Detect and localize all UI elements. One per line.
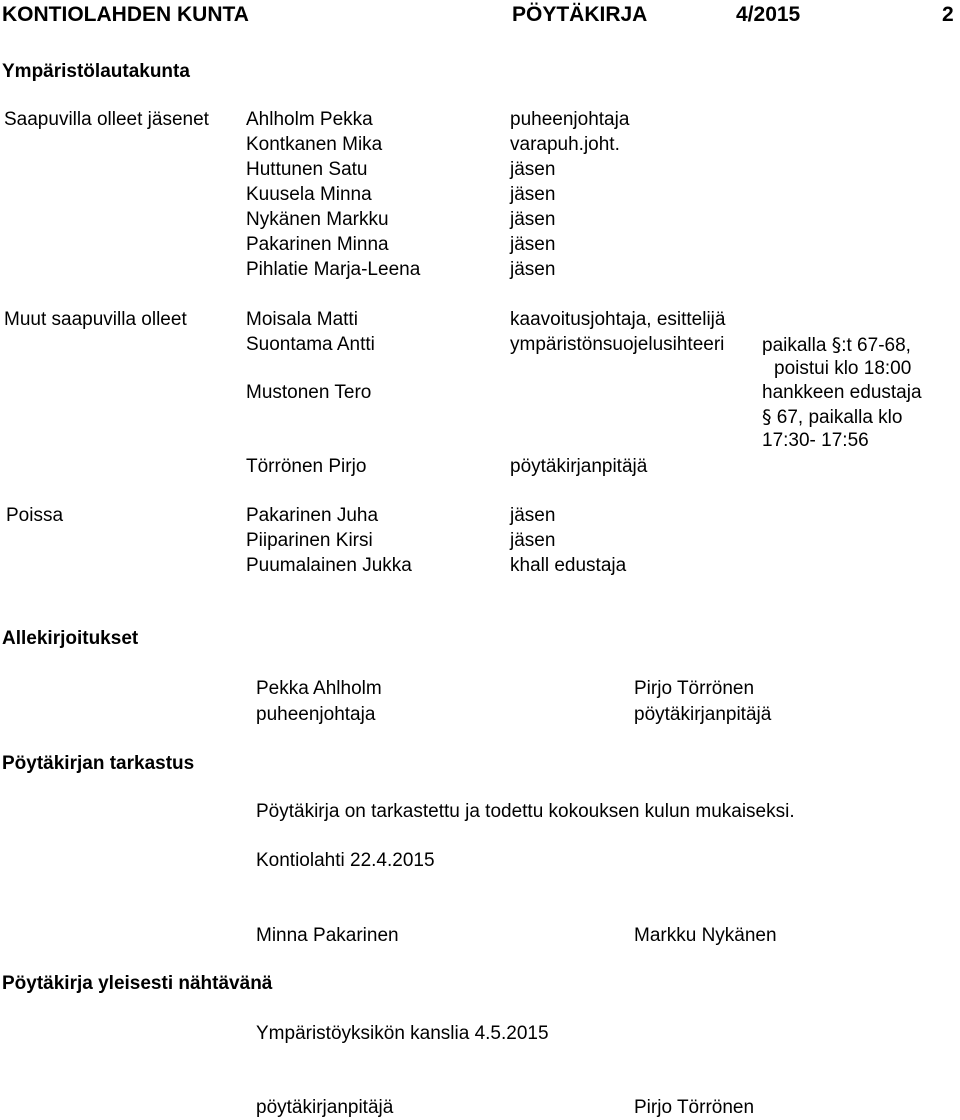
- committee-name: Ympäristölautakunta: [2, 61, 190, 82]
- organization-name: KONTIOLAHDEN KUNTA: [2, 3, 249, 26]
- member-name: Nykänen Markku: [246, 209, 389, 230]
- signatures-label: Allekirjoitukset: [2, 628, 139, 649]
- reviewer-name: Markku Nykänen: [634, 925, 777, 946]
- attendee-name: Suontama Antti: [246, 334, 375, 355]
- member-name: Ahlholm Pekka: [246, 109, 373, 130]
- member-role: jäsen: [510, 234, 556, 255]
- member-role: jäsen: [510, 505, 556, 526]
- review-statement: Pöytäkirja on tarkastettu ja todettu kokouksen kulun mukaiseksi.: [256, 801, 795, 822]
- member-name: Kuusela Minna: [246, 184, 372, 205]
- secretary-title: pöytäkirjanpitäjä: [634, 704, 772, 725]
- absent-label: Poissa: [6, 505, 64, 526]
- attendee-name: Törrönen Pirjo: [246, 456, 367, 477]
- attendee-note: [762, 405, 902, 430]
- attendee-note: [762, 333, 911, 358]
- member-role: jäsen: [510, 259, 556, 280]
- section-sign: §: [762, 406, 772, 428]
- document-type: PÖYTÄKIRJA: [512, 3, 648, 26]
- section-sign: §: [831, 334, 842, 356]
- member-role: jäsen: [510, 159, 556, 180]
- attendee-role: kaavoitusjohtaja, esittelijä: [510, 309, 726, 330]
- member-role: jäsen: [510, 530, 556, 551]
- document-number: 4/2015: [736, 3, 801, 26]
- attendee-note-text: paikalla: [762, 335, 827, 356]
- attendee-name: Moisala Matti: [246, 309, 358, 330]
- member-name: Huttunen Satu: [246, 159, 368, 180]
- attendee-note: 17:30- 17:56: [762, 430, 869, 451]
- member-name: Kontkanen Mika: [246, 134, 383, 155]
- member-name: Pakarinen Juha: [246, 505, 379, 526]
- present-label: Saapuvilla olleet jäsenet: [4, 109, 209, 130]
- member-role: khall edustaja: [510, 555, 627, 576]
- member-name: Pakarinen Minna: [246, 234, 389, 255]
- signer-name: Pirjo Törrönen: [634, 1097, 755, 1118]
- attendee-note: hankkeen edustaja: [762, 382, 922, 403]
- member-name: Pihlatie Marja-Leena: [246, 259, 421, 280]
- member-name: Puumalainen Jukka: [246, 555, 412, 576]
- attendee-name: Mustonen Tero: [246, 382, 372, 403]
- review-label: Pöytäkirjan tarkastus: [2, 753, 195, 774]
- attendee-note: poistui klo 18:00: [774, 358, 912, 379]
- attendee-note-text: 67, paikalla klo: [771, 407, 903, 428]
- chair-title: puheenjohtaja: [256, 704, 376, 725]
- member-role: jäsen: [510, 209, 556, 230]
- page-number: 2: [942, 3, 954, 26]
- member-name: Piiparinen Kirsi: [246, 530, 373, 551]
- member-role: jäsen: [510, 184, 556, 205]
- attendee-role: ympäristönsuojelusihteeri: [510, 334, 725, 355]
- others-label: Muut saapuvilla olleet: [4, 309, 187, 330]
- chair-name: Pekka Ahlholm: [256, 678, 382, 699]
- member-role: varapuh.joht.: [510, 134, 620, 155]
- reviewer-name: Minna Pakarinen: [256, 925, 399, 946]
- signer-title: pöytäkirjanpitäjä: [256, 1097, 394, 1118]
- review-place-date: Kontiolahti 22.4.2015: [256, 850, 435, 871]
- attendee-role: pöytäkirjanpitäjä: [510, 456, 648, 477]
- member-role: puheenjohtaja: [510, 109, 630, 130]
- public-viewing-label: Pöytäkirja yleisesti nähtävänä: [2, 973, 273, 994]
- secretary-name: Pirjo Törrönen: [634, 678, 755, 699]
- attendee-note-text: :t 67-68,: [841, 335, 911, 356]
- public-location-date: Ympäristöyksikön kanslia 4.5.2015: [256, 1023, 549, 1044]
